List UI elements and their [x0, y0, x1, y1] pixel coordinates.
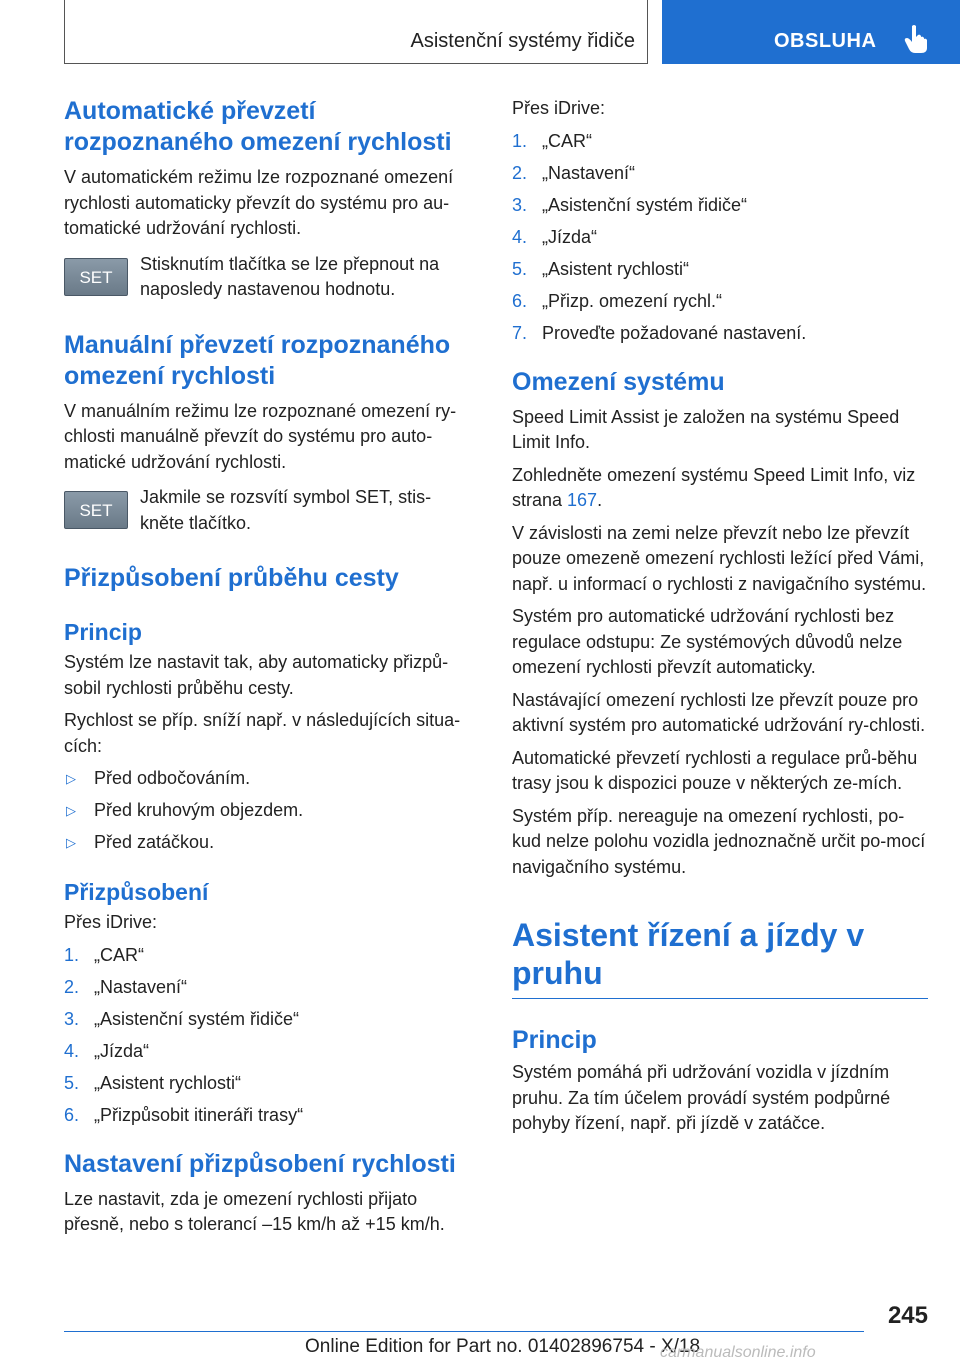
list-item: 2. „Nastavení“ — [64, 976, 188, 997]
page-number: 245 — [887, 1302, 928, 1329]
paragraph: Lze nastavit, zda je omezení rychlosti přijato přesně, nebo s tolerancí –15 km/h až +15 km/h. — [64, 1188, 445, 1234]
list-item: 1. „CAR“ — [512, 130, 592, 151]
set-instruction-text: Stisknutím tlačítka se lze přepnout na naposledy nastavenou hodnotu. — [140, 253, 440, 299]
situation-list — [64, 766, 474, 856]
subheading-adaptation: Přizpůsobení — [64, 879, 209, 905]
paragraph: Systém příp. nereaguje na omezení rychlosti, po-kud nelze polohu vozidla jednoznačně určit po-mocí navigačního systému. — [512, 805, 926, 877]
paragraph: V závislosti na zemi nelze převzít nebo lze převzít pouze omezeně omezení rychlosti ležící před Vámi, např. u informací o rychlosti z navigačního systému. — [512, 522, 927, 594]
idrive-steps-list — [64, 943, 474, 1129]
list-item: ▷ Před kruhovým objezdem. — [64, 798, 474, 824]
subheading-principle: Princip — [64, 619, 142, 645]
triangle-bullet-icon: ▷ — [66, 835, 76, 850]
paragraph: Přes iDrive: — [64, 912, 158, 932]
heading-auto-takeover: Automatické převzetí rozpoznaného omezení rychlosti — [64, 97, 452, 156]
list-item: 3. „Asistenční systém řidiče“ — [512, 194, 748, 215]
header-frame — [64, 0, 648, 64]
heading-speed-adaptation-setting: Nastavení přizpůsobení rychlosti — [64, 1149, 456, 1178]
list-item: 2. „Nastavení“ — [512, 162, 636, 183]
watermark: carmanualsonline.info — [660, 1344, 816, 1361]
list-item: 4. „Jízda“ — [64, 1040, 150, 1061]
triangle-bullet-icon: ▷ — [66, 771, 76, 786]
list-item: 5. „Asistent rychlosti“ — [64, 1072, 242, 1093]
idrive-steps-list — [512, 129, 928, 347]
set-instruction — [64, 252, 474, 304]
list-item: 5. „Asistent rychlosti“ — [512, 258, 690, 279]
page-reference-link[interactable]: 167 — [567, 490, 598, 510]
heading-system-limits: Omezení systému — [512, 367, 725, 396]
set-button-symbol: SET — [64, 258, 128, 296]
heading-manual-takeover: Manuální převzetí rozpoznaného omezení rychlosti — [64, 330, 451, 390]
paragraph: V manuálním režimu lze rozpoznané omezení ry-chlosti manuálně převzít do systému pro auto-matické udržování rychlosti. — [64, 400, 457, 472]
heading-route-adaptation: Přizpůsobení průběhu cesty — [64, 564, 399, 592]
left-column — [64, 96, 474, 1238]
paragraph: Systém lze nastavit tak, aby automaticky přizpů-sobil rychlosti průběhu cesty. — [64, 652, 449, 698]
paragraph: Speed Limit Assist je založen na systému Speed Limit Info. — [512, 406, 900, 452]
paragraph: Automatické převzetí rychlosti a regulace prů-běhu trasy jsou k dispozici pouze v některých ze-mích. — [512, 747, 918, 793]
list-item: ▷ Před zatáčkou. — [64, 830, 474, 856]
list-item: 6. „Přizpůsobit itineráři trasy“ — [64, 1104, 304, 1125]
footer-divider — [64, 1331, 864, 1332]
right-column — [512, 96, 928, 1137]
heading-lane-assistant: Asistent řízení a jízdy v pruhu — [512, 917, 865, 991]
set-button-symbol: SET — [64, 491, 128, 529]
list-item: 1. „CAR“ — [64, 944, 144, 965]
list-item: 6. „Přizp. omezení rychl.“ — [512, 290, 723, 311]
subheading-principle: Princip — [512, 1026, 597, 1054]
list-item: 3. „Asistenční systém řidiče“ — [64, 1008, 300, 1029]
tab-obsluha[interactable] — [662, 0, 960, 64]
triangle-bullet-icon: ▷ — [66, 803, 76, 818]
set-instruction-text: Jakmile se rozsvítí symbol SET, stis-kněte tlačítko. — [140, 487, 432, 533]
paragraph: Systém pomáhá při udržování vozidla v jízdním pruhu. Za tím účelem provádí systém podpůrné pohyby řízení, např. při jízdě v zatáčce. — [512, 1062, 891, 1133]
list-item: 4. „Jízda“ — [512, 226, 598, 247]
paragraph: Rychlost se příp. sníží např. v následujících situa-cích: — [64, 710, 461, 756]
paragraph: Zohledněte omezení systému Speed Limit Info, viz strana 167. — [512, 464, 916, 510]
paragraph: Nastávající omezení rychlosti lze převzít pouze pro aktivní systém pro automatické udržování ry-chlosti. — [512, 689, 926, 735]
list-item: ▷ Před odbočováním. — [64, 766, 474, 792]
list-item: 7. Proveďte požadované nastavení. — [512, 322, 807, 343]
pointing-hand-icon — [904, 24, 928, 54]
paragraph: Systém pro automatické udržování rychlosti bez regulace odstupu: Ze systémových důvodů nelze omezení rychlosti převzít automaticky. — [512, 606, 903, 677]
paragraph: V automatickém režimu lze rozpoznané omezení rychlosti automaticky převzít do systému pro au-tomatické udržování rychlosti. — [64, 167, 454, 238]
section-title: Asistenční systémy řidiče — [410, 30, 635, 52]
tab-label: OBSLUHA — [774, 30, 877, 52]
edition-note: Online Edition for Part no. 01402896754 - X/18 — [305, 1336, 701, 1357]
paragraph: Přes iDrive: — [512, 98, 606, 118]
set-instruction — [64, 485, 474, 537]
